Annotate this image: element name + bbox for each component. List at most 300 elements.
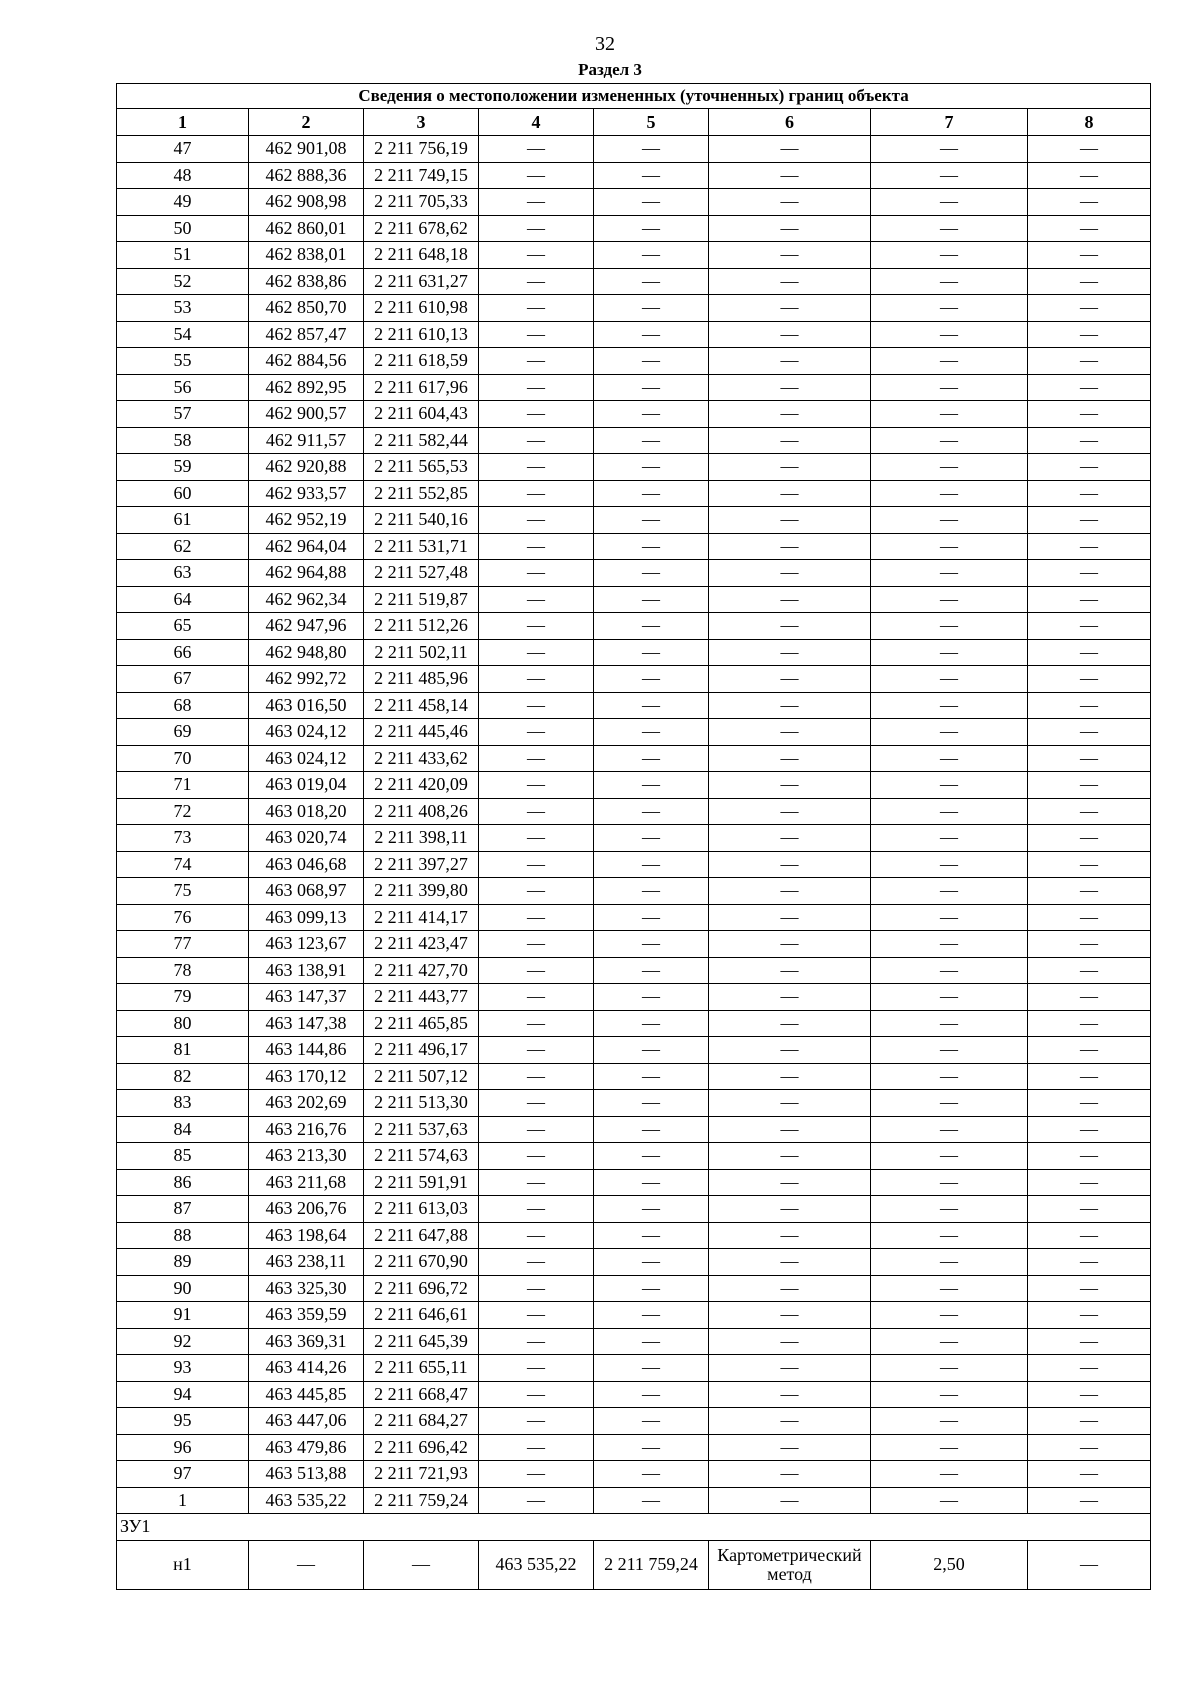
cell-dash: —: [709, 1434, 871, 1461]
cell-y-coordinate: 2 211 591,91: [364, 1169, 479, 1196]
cell-y-coordinate: 2 211 397,27: [364, 851, 479, 878]
cell-y-coordinate: 2 211 399,80: [364, 878, 479, 905]
cell-dash: —: [709, 136, 871, 163]
cell-dash: —: [479, 984, 594, 1011]
cell-dash: —: [594, 374, 709, 401]
cell-y-coordinate: 2 211 756,19: [364, 136, 479, 163]
cell-dash: —: [1028, 798, 1151, 825]
cell-dash: —: [709, 719, 871, 746]
cell-point-number: 48: [117, 162, 249, 189]
cell-point-number: 56: [117, 374, 249, 401]
cell-x-coordinate: 462 911,57: [249, 427, 364, 454]
cell-dash: —: [1028, 189, 1151, 216]
cell-point-number: 50: [117, 215, 249, 242]
cell-y-coordinate: 2 211 445,46: [364, 719, 479, 746]
cell-x-coordinate: 463 144,86: [249, 1037, 364, 1064]
cell-dash: —: [479, 268, 594, 295]
cell-dash: —: [709, 295, 871, 322]
table-row: [117, 931, 1151, 958]
cell-dash: —: [594, 162, 709, 189]
cell-dash: —: [871, 242, 1028, 269]
cell-x-coordinate: 462 962,34: [249, 586, 364, 613]
cell-dash: —: [709, 904, 871, 931]
cell-dash: —: [709, 454, 871, 481]
cell-dash: —: [709, 1063, 871, 1090]
cell-dash: —: [1028, 1487, 1151, 1514]
cell-dash: —: [871, 136, 1028, 163]
cell-x-coordinate: 463 099,13: [249, 904, 364, 931]
cell-dash: —: [594, 931, 709, 958]
cell-dash: —: [709, 878, 871, 905]
cell-dash: —: [479, 533, 594, 560]
cell-point-number: 53: [117, 295, 249, 322]
table-row: [117, 268, 1151, 295]
cell-dash: —: [709, 1037, 871, 1064]
cell-point-number: 87: [117, 1196, 249, 1223]
cell-point-number: 1: [117, 1487, 249, 1514]
table-row: [117, 1275, 1151, 1302]
table-row: [117, 666, 1151, 693]
cell-dash: —: [1028, 1010, 1151, 1037]
cell-dash: —: [1028, 560, 1151, 587]
cell-x-coordinate: 463 535,22: [479, 1540, 594, 1589]
cell-dash: —: [594, 1010, 709, 1037]
cell-point-number: 88: [117, 1222, 249, 1249]
cell-x-coordinate: 462 920,88: [249, 454, 364, 481]
cell-x-coordinate: 463 138,91: [249, 957, 364, 984]
cell-y-coordinate: 2 211 531,71: [364, 533, 479, 560]
cell-y-coordinate: 2 211 414,17: [364, 904, 479, 931]
cell-dash: —: [709, 1222, 871, 1249]
coordinates-table: [116, 83, 1151, 1590]
cell-dash: —: [871, 719, 1028, 746]
cell-dash: —: [709, 162, 871, 189]
table-row-final: [117, 1540, 1151, 1589]
cell-dash: —: [871, 984, 1028, 1011]
cell-dash: —: [871, 1169, 1028, 1196]
cell-y-coordinate: 2 211 631,27: [364, 268, 479, 295]
table-row: [117, 1355, 1151, 1382]
cell-dash: —: [594, 692, 709, 719]
cell-dash: —: [594, 1275, 709, 1302]
cell-dash: —: [479, 162, 594, 189]
cell-dash: —: [1028, 851, 1151, 878]
cell-dash: —: [594, 825, 709, 852]
cell-dash: —: [871, 1381, 1028, 1408]
table-row: [117, 639, 1151, 666]
cell-dash: —: [479, 215, 594, 242]
cell-dash: —: [594, 533, 709, 560]
cell-dash: —: [479, 692, 594, 719]
cell-dash: —: [594, 1355, 709, 1382]
cell-point-number: 65: [117, 613, 249, 640]
cell-dash: —: [1028, 1434, 1151, 1461]
cell-point-number: 63: [117, 560, 249, 587]
cell-x-coordinate: 462 838,86: [249, 268, 364, 295]
cell-dash: —: [871, 268, 1028, 295]
cell-dash: —: [479, 1249, 594, 1276]
cell-y-coordinate: 2 211 721,93: [364, 1461, 479, 1488]
cell-dash: —: [1028, 1116, 1151, 1143]
table-row: [117, 1090, 1151, 1117]
cell-y-coordinate: 2 211 655,11: [364, 1355, 479, 1382]
table-row: [117, 1249, 1151, 1276]
cell-x-coordinate: 462 901,08: [249, 136, 364, 163]
cell-dash: —: [1028, 242, 1151, 269]
cell-dash: —: [871, 1063, 1028, 1090]
cell-dash: —: [1028, 1063, 1151, 1090]
cell-dash: —: [871, 374, 1028, 401]
cell-dash: —: [709, 1355, 871, 1382]
table-row: [117, 1461, 1151, 1488]
column-header: 7: [871, 109, 1028, 136]
table-row: [117, 1381, 1151, 1408]
cell-dash: —: [479, 1275, 594, 1302]
cell-dash: —: [479, 613, 594, 640]
cell-y-coordinate: 2 211 507,12: [364, 1063, 479, 1090]
cell-dash: —: [479, 957, 594, 984]
cell-dash: —: [709, 1249, 871, 1276]
cell-dash: —: [479, 348, 594, 375]
cell-dash: —: [479, 1090, 594, 1117]
cell-point-number: 59: [117, 454, 249, 481]
cell-x-coordinate: 463 369,31: [249, 1328, 364, 1355]
cell-dash: —: [709, 1461, 871, 1488]
cell-y-coordinate: 2 211 617,96: [364, 374, 479, 401]
cell-y-coordinate: 2 211 398,11: [364, 825, 479, 852]
cell-y-coordinate: 2 211 678,62: [364, 215, 479, 242]
cell-dash: —: [709, 984, 871, 1011]
cell-dash: —: [871, 1037, 1028, 1064]
cell-dash: —: [479, 639, 594, 666]
cell-dash: —: [1028, 268, 1151, 295]
cell-dash: —: [871, 1408, 1028, 1435]
cell-y-coordinate: 2 211 537,63: [364, 1116, 479, 1143]
cell-y-coordinate: 2 211 465,85: [364, 1010, 479, 1037]
cell-point-number: 58: [117, 427, 249, 454]
cell-point-number: 76: [117, 904, 249, 931]
cell-dash: —: [1028, 507, 1151, 534]
cell-y-coordinate: 2 211 443,77: [364, 984, 479, 1011]
cell-x-coordinate: 462 908,98: [249, 189, 364, 216]
cell-dash: —: [1028, 692, 1151, 719]
table-row: [117, 719, 1151, 746]
cell-y-coordinate: 2 211 527,48: [364, 560, 479, 587]
cell-point-number: 95: [117, 1408, 249, 1435]
cell-y-coordinate: 2 211 420,09: [364, 772, 479, 799]
cell-dash: —: [871, 1434, 1028, 1461]
table-row: [117, 1408, 1151, 1435]
cell-dash: —: [709, 1408, 871, 1435]
cell-dash: —: [709, 1169, 871, 1196]
cell-point-number: 70: [117, 745, 249, 772]
cell-dash: —: [479, 1010, 594, 1037]
cell-dash: —: [709, 931, 871, 958]
table-row: [117, 533, 1151, 560]
cell-dash: —: [594, 798, 709, 825]
cell-dash: —: [1028, 454, 1151, 481]
cell-dash: —: [479, 480, 594, 507]
cell-dash: —: [871, 454, 1028, 481]
cell-x-coordinate: 463 068,97: [249, 878, 364, 905]
cell-dash: —: [1028, 586, 1151, 613]
cell-dash: —: [871, 1143, 1028, 1170]
cell-dash: —: [1028, 772, 1151, 799]
cell-x-coordinate: 463 535,22: [249, 1487, 364, 1514]
cell-x-coordinate: 463 216,76: [249, 1116, 364, 1143]
cell-dash: —: [479, 1461, 594, 1488]
cell-dash: —: [709, 189, 871, 216]
cell-point-number: 47: [117, 136, 249, 163]
cell-dash: —: [1028, 613, 1151, 640]
cell-dash: —: [1028, 1275, 1151, 1302]
table-row: [117, 745, 1151, 772]
table-row: [117, 162, 1151, 189]
cell-dash: —: [479, 1302, 594, 1329]
column-header-row: [117, 109, 1151, 136]
cell-dash: —: [871, 1355, 1028, 1382]
cell-dash: —: [594, 427, 709, 454]
cell-dash: —: [1028, 1169, 1151, 1196]
cell-y-coordinate: 2 211 613,03: [364, 1196, 479, 1223]
cell-x-coordinate: 463 513,88: [249, 1461, 364, 1488]
cell-x-coordinate: 463 024,12: [249, 719, 364, 746]
cell-dash: —: [709, 692, 871, 719]
cell-dash: —: [709, 586, 871, 613]
cell-dash: —: [479, 1328, 594, 1355]
cell-point-number: 52: [117, 268, 249, 295]
cell-point-number: 55: [117, 348, 249, 375]
cell-y-coordinate: 2 211 485,96: [364, 666, 479, 693]
cell-dash: —: [479, 666, 594, 693]
cell-dash: —: [594, 1487, 709, 1514]
cell-y-coordinate: 2 211 582,44: [364, 427, 479, 454]
cell-dash: —: [871, 878, 1028, 905]
cell-dash: —: [594, 480, 709, 507]
cell-dash: —: [479, 242, 594, 269]
cell-x-coordinate: 462 964,04: [249, 533, 364, 560]
cell-y-coordinate: 2 211 433,62: [364, 745, 479, 772]
cell-x-coordinate: 463 198,64: [249, 1222, 364, 1249]
cell-dash: —: [1028, 957, 1151, 984]
cell-dash: —: [871, 825, 1028, 852]
cell-y-coordinate: 2 211 427,70: [364, 957, 479, 984]
table-caption-row: [117, 84, 1151, 109]
cell-point-number: 72: [117, 798, 249, 825]
cell-point-number: 86: [117, 1169, 249, 1196]
cell-y-coordinate: 2 211 705,33: [364, 189, 479, 216]
cell-dash: —: [871, 533, 1028, 560]
table-row: [117, 1037, 1151, 1064]
cell-dash: —: [594, 242, 709, 269]
cell-x-coordinate: 463 238,11: [249, 1249, 364, 1276]
cell-dash: —: [871, 1010, 1028, 1037]
cell-y-coordinate: 2 211 668,47: [364, 1381, 479, 1408]
cell-dash: —: [1028, 825, 1151, 852]
table-row: [117, 1116, 1151, 1143]
cell-y-coordinate: 2 211 648,18: [364, 242, 479, 269]
cell-x-coordinate: 463 211,68: [249, 1169, 364, 1196]
table-row: [117, 1169, 1151, 1196]
cell-x-coordinate: 462 884,56: [249, 348, 364, 375]
cell-dash: —: [1028, 401, 1151, 428]
cell-y-coordinate: 2 211 618,59: [364, 348, 479, 375]
cell-dash: —: [709, 1381, 871, 1408]
cell-x-coordinate: 463 414,26: [249, 1355, 364, 1382]
cell-dash: —: [709, 1302, 871, 1329]
cell-dash: —: [594, 454, 709, 481]
cell-dash: —: [594, 321, 709, 348]
table-row: [117, 136, 1151, 163]
cell-point-number: 92: [117, 1328, 249, 1355]
cell-dash: —: [871, 1461, 1028, 1488]
cell-x-coordinate: 463 170,12: [249, 1063, 364, 1090]
cell-x-coordinate: 463 213,30: [249, 1143, 364, 1170]
cell-dash: —: [1028, 321, 1151, 348]
table-row: [117, 586, 1151, 613]
cell-x-coordinate: 462 892,95: [249, 374, 364, 401]
column-header: 1: [117, 109, 249, 136]
cell-dash: —: [479, 1037, 594, 1064]
cell-point-number: 82: [117, 1063, 249, 1090]
cell-dash: —: [479, 931, 594, 958]
cell-dash: —: [594, 268, 709, 295]
cell-point-number: 68: [117, 692, 249, 719]
cell-dash: —: [871, 401, 1028, 428]
cell-point-number: 85: [117, 1143, 249, 1170]
cell-x-coordinate: 463 020,74: [249, 825, 364, 852]
cell-y-coordinate: 2 211 749,15: [364, 162, 479, 189]
cell-dash: —: [871, 295, 1028, 322]
cell-dash: —: [594, 904, 709, 931]
table-row: [117, 984, 1151, 1011]
cell-dash: —: [594, 745, 709, 772]
cell-dash: —: [871, 560, 1028, 587]
cell-dash: —: [871, 1090, 1028, 1117]
cell-dash: —: [709, 533, 871, 560]
cell-dash: —: [709, 1116, 871, 1143]
cell-dash: —: [709, 348, 871, 375]
cell-point-number: 83: [117, 1090, 249, 1117]
cell-point-number: 61: [117, 507, 249, 534]
cell-dash: —: [479, 772, 594, 799]
column-header: 5: [594, 109, 709, 136]
cell-dash: —: [479, 825, 594, 852]
cell-x-coordinate: 462 857,47: [249, 321, 364, 348]
cell-y-coordinate: 2 211 458,14: [364, 692, 479, 719]
cell-dash: —: [594, 957, 709, 984]
cell-dash: —: [709, 1487, 871, 1514]
cell-dash: —: [871, 639, 1028, 666]
cell-dash: —: [479, 1116, 594, 1143]
cell-dash: —: [1028, 136, 1151, 163]
cell-y-coordinate: 2 211 670,90: [364, 1249, 479, 1276]
column-header: 6: [709, 109, 871, 136]
cell-y-coordinate: 2 211 759,24: [364, 1487, 479, 1514]
cell-method: Картометрический метод: [709, 1540, 871, 1589]
cell-dash: —: [594, 586, 709, 613]
cell-dash: —: [479, 507, 594, 534]
cell-dash: —: [594, 1222, 709, 1249]
cell-point-number: 67: [117, 666, 249, 693]
cell-dash: —: [709, 507, 871, 534]
cell-dash: —: [594, 507, 709, 534]
cell-point-number: 73: [117, 825, 249, 852]
cell-y-coordinate: 2 211 696,42: [364, 1434, 479, 1461]
cell-dash: —: [1028, 745, 1151, 772]
cell-dash: —: [479, 1196, 594, 1223]
cell-point-number: 80: [117, 1010, 249, 1037]
cell-dash: —: [479, 1222, 594, 1249]
cell-accuracy: 2,50: [871, 1540, 1028, 1589]
cell-dash: —: [594, 1169, 709, 1196]
table-row: [117, 1010, 1151, 1037]
cell-dash: —: [871, 1196, 1028, 1223]
cell-dash: —: [1028, 1381, 1151, 1408]
cell-point-number: н1: [117, 1540, 249, 1589]
cell-point-number: 96: [117, 1434, 249, 1461]
cell-dash: —: [709, 1275, 871, 1302]
cell-dash: —: [1028, 1196, 1151, 1223]
cell-dash: —: [594, 295, 709, 322]
cell-dash: —: [871, 1116, 1028, 1143]
cell-y-coordinate: 2 211 513,30: [364, 1090, 479, 1117]
cell-point-number: 74: [117, 851, 249, 878]
table-row: [117, 772, 1151, 799]
cell-dash: —: [479, 321, 594, 348]
cell-x-coordinate: 462 948,80: [249, 639, 364, 666]
cell-x-coordinate: 463 447,06: [249, 1408, 364, 1435]
cell-dash: —: [709, 825, 871, 852]
cell-dash: —: [594, 1090, 709, 1117]
cell-dash: —: [709, 1090, 871, 1117]
cell-dash: —: [1028, 878, 1151, 905]
cell-y-coordinate: 2 211 645,39: [364, 1328, 479, 1355]
table-row: [117, 1063, 1151, 1090]
cell-x-coordinate: 463 479,86: [249, 1434, 364, 1461]
cell-dash: —: [1028, 1222, 1151, 1249]
cell-dash: —: [709, 613, 871, 640]
cell-dash: —: [594, 189, 709, 216]
column-header: 4: [479, 109, 594, 136]
cell-x-coordinate: 463 202,69: [249, 1090, 364, 1117]
cell-dash: —: [594, 1408, 709, 1435]
cell-dash: —: [479, 374, 594, 401]
cell-dash: —: [871, 1302, 1028, 1329]
cell-dash: —: [871, 1328, 1028, 1355]
cell-point-number: 93: [117, 1355, 249, 1382]
cell-dash: —: [709, 798, 871, 825]
cell-dash: —: [479, 1169, 594, 1196]
table-row: [117, 215, 1151, 242]
cell-dash: —: [594, 666, 709, 693]
cell-dash: —: [594, 772, 709, 799]
cell-dash: —: [479, 136, 594, 163]
cell-y-coordinate: 2 211 540,16: [364, 507, 479, 534]
table-row: [117, 321, 1151, 348]
cell-dash: —: [479, 878, 594, 905]
table-row: [117, 1302, 1151, 1329]
cell-dash: —: [709, 215, 871, 242]
cell-dash: —: [709, 560, 871, 587]
table-row: [117, 374, 1151, 401]
cell-dash: —: [871, 931, 1028, 958]
cell-dash: —: [594, 639, 709, 666]
cell-point-number: 49: [117, 189, 249, 216]
table-row: [117, 401, 1151, 428]
cell-dash: —: [709, 666, 871, 693]
cell-dash: —: [594, 984, 709, 1011]
